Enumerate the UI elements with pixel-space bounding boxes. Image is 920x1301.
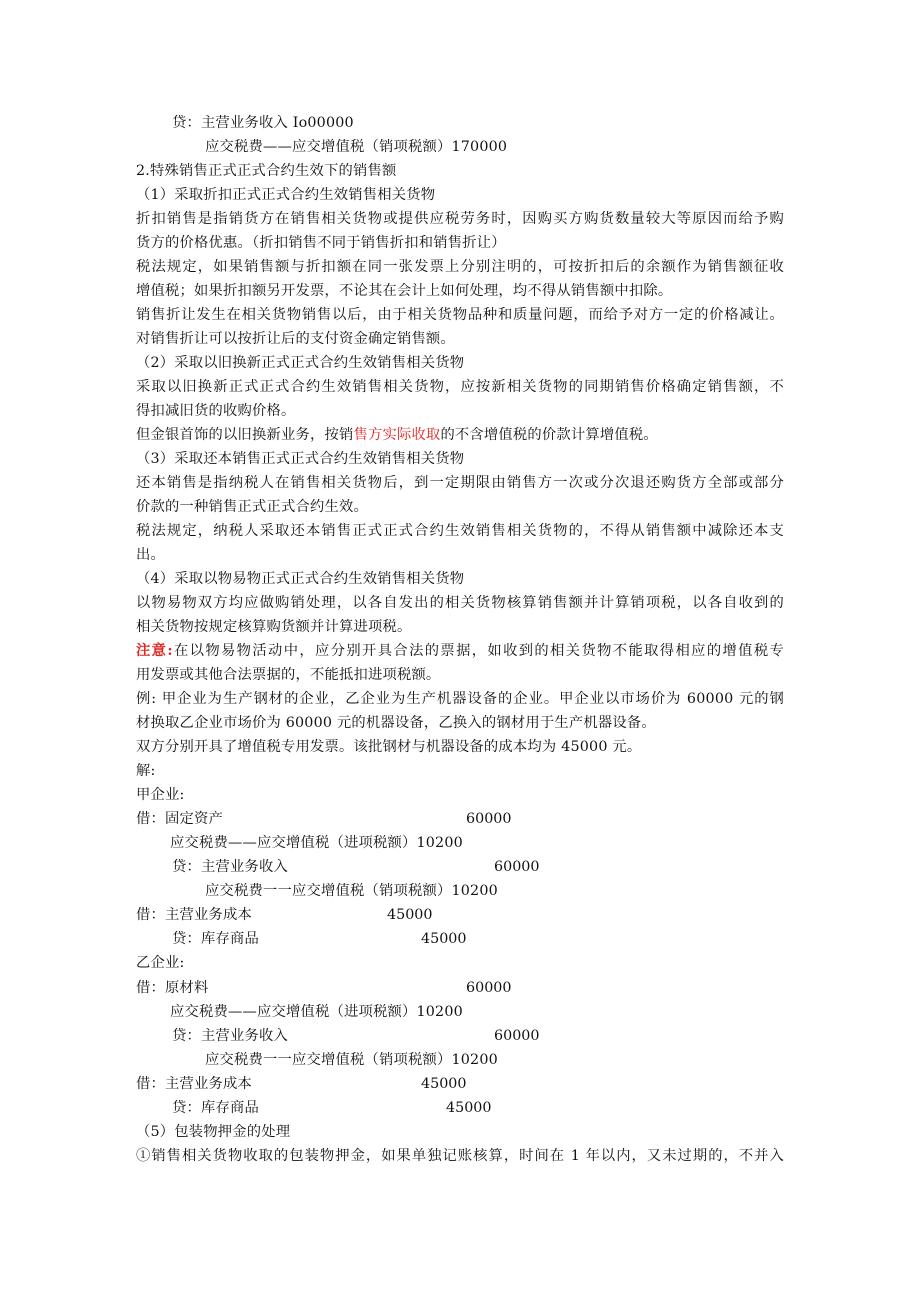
- subsection-heading: （4）采取以物易物正式正式合约生效销售相关货物: [136, 571, 465, 587]
- entry-amount: 45000: [387, 907, 433, 923]
- subsection-heading: （1）采取折扣正式正式合约生效销售相关货物: [136, 187, 436, 203]
- text-span: 在以物易物活动中，应分别开具合法的票据，如收到的相关货物不能取得相应的增值税专: [172, 643, 784, 659]
- paragraph-line: [136, 425, 658, 445]
- debit-entry: 应交税费——应交增值税（进项税额）10200: [170, 835, 463, 851]
- paragraph-line: 以物易物双方均应做购销处理，以各自发出的相关货物核算销售额并计算销项税，以各自收到的: [136, 595, 784, 611]
- solution-label: 解:: [136, 763, 156, 779]
- paragraph-line: 还本销售是指纳税人在销售相关货物后，到一定期限由销售方一次或分次退还购货方全部或部分: [136, 475, 784, 491]
- paragraph-line: ①销售相关货物收取的包装物押金，如果单独记账核算，时间在 1 年以内，又未过期的，不并入: [136, 1148, 784, 1164]
- paragraph-line: 对销售折让可以按折让后的支付资金确定销售额。: [136, 331, 455, 347]
- debit-entry: 应交税费——应交增值税（进项税额）10200: [170, 1004, 463, 1020]
- subsection-heading: （3）采取还本销售正式正式合约生效销售相关货物: [136, 451, 465, 467]
- debit-entry: 借：主营业务成本: [136, 907, 252, 923]
- debit-entry: 借：固定资产: [136, 811, 223, 827]
- company-label: 甲企业:: [136, 787, 185, 803]
- credit-entry: 贷：库存商品: [172, 931, 259, 947]
- credit-entry: 应交税费一一应交增值税（销项税额）10200: [205, 1052, 498, 1068]
- entry-amount: 60000: [466, 811, 512, 827]
- paragraph-line: 销售折让发生在相关货物销售以后，由于相关货物品种和质量问题，而给予对方一定的价格减让。: [136, 307, 784, 323]
- credit-entry-line: 应交税费——应交增值税（销项税额）170000: [205, 139, 508, 155]
- subsection-heading: （2）采取以旧换新正式正式合约生效销售相关货物: [136, 355, 465, 371]
- note-line: [136, 641, 784, 661]
- text-span: 的不含增值税的价款计算增值税。: [440, 427, 658, 443]
- paragraph-line: 得扣减旧货的收购价格。: [136, 403, 296, 419]
- example-line: 例: 甲企业为生产钢材的企业，乙企业为生产机器设备的企业。甲企业以市场价为 60000 元的钢: [136, 691, 784, 707]
- note-label: 注意:: [136, 643, 173, 659]
- subsection-heading: （5）包装物押金的处理: [136, 1124, 291, 1140]
- paragraph-line: 相关货物按规定核算购货额并计算进项税。: [136, 619, 412, 635]
- entry-amount: 45000: [421, 1076, 467, 1092]
- section-heading: 2.特殊销售正式正式合约生效下的销售额: [136, 163, 397, 179]
- debit-entry: 借：主营业务成本: [136, 1076, 252, 1092]
- paragraph-line: 用发票或其他合法票据的，不能抵扣进项税额。: [136, 667, 441, 683]
- credit-entry-line: 贷：主营业务收入 Io00000: [172, 115, 354, 131]
- entry-amount: 60000: [494, 859, 540, 875]
- paragraph-line: 价款的一种销售正式正式合约生效。: [136, 499, 368, 515]
- example-line: 双方分别开具了增值税专用发票。该批钢材与机器设备的成本均为 45000 元。: [136, 739, 642, 755]
- paragraph-line: 折扣销售是指销货方在销售相关货物或提供应税劳务时，因购买方购货数量较大等原因而给予购: [136, 211, 784, 227]
- paragraph-line: 税法规定，纳税人采取还本销售正式正式合约生效销售相关货物的，不得从销售额中减除还本支: [136, 523, 784, 539]
- entry-amount: 60000: [494, 1028, 540, 1044]
- entry-amount: 60000: [466, 980, 512, 996]
- paragraph-line: 货方的价格优惠。（折扣销售不同于销售折扣和销售折让）: [136, 235, 506, 251]
- credit-entry: 贷：库存商品: [172, 1100, 259, 1116]
- credit-entry: 贷：主营业务收入: [172, 859, 288, 875]
- paragraph-line: 出。: [136, 547, 165, 563]
- paragraph-line: 采取以旧换新正式正式合约生效销售相关货物，应按新相关货物的同期销售价格确定销售额，不: [136, 379, 784, 395]
- example-line: 材换取乙企业市场价为 60000 元的机器设备，乙换入的钢材用于生产机器设备。: [136, 715, 656, 731]
- credit-entry: 应交税费一一应交增值税（销项税额）10200: [205, 883, 498, 899]
- paragraph-line: 税法规定，如果销售额与折扣额在同一张发票上分别注明的，可按折扣后的余额作为销售额征收: [136, 259, 784, 275]
- credit-entry: 贷：主营业务收入: [172, 1028, 288, 1044]
- entry-amount: 45000: [421, 931, 467, 947]
- entry-amount: 45000: [446, 1100, 492, 1116]
- highlighted-text: 售方实际收取: [353, 427, 441, 443]
- paragraph-line: 增值税；如果折扣额另开发票，不论其在会计上如何处理，均不得从销售额中扣除。: [136, 283, 673, 299]
- text-span: 但金银首饰的以旧换新业务，按销: [136, 427, 354, 443]
- debit-entry: 借：原材料: [136, 980, 209, 996]
- company-label: 乙企业:: [136, 955, 185, 971]
